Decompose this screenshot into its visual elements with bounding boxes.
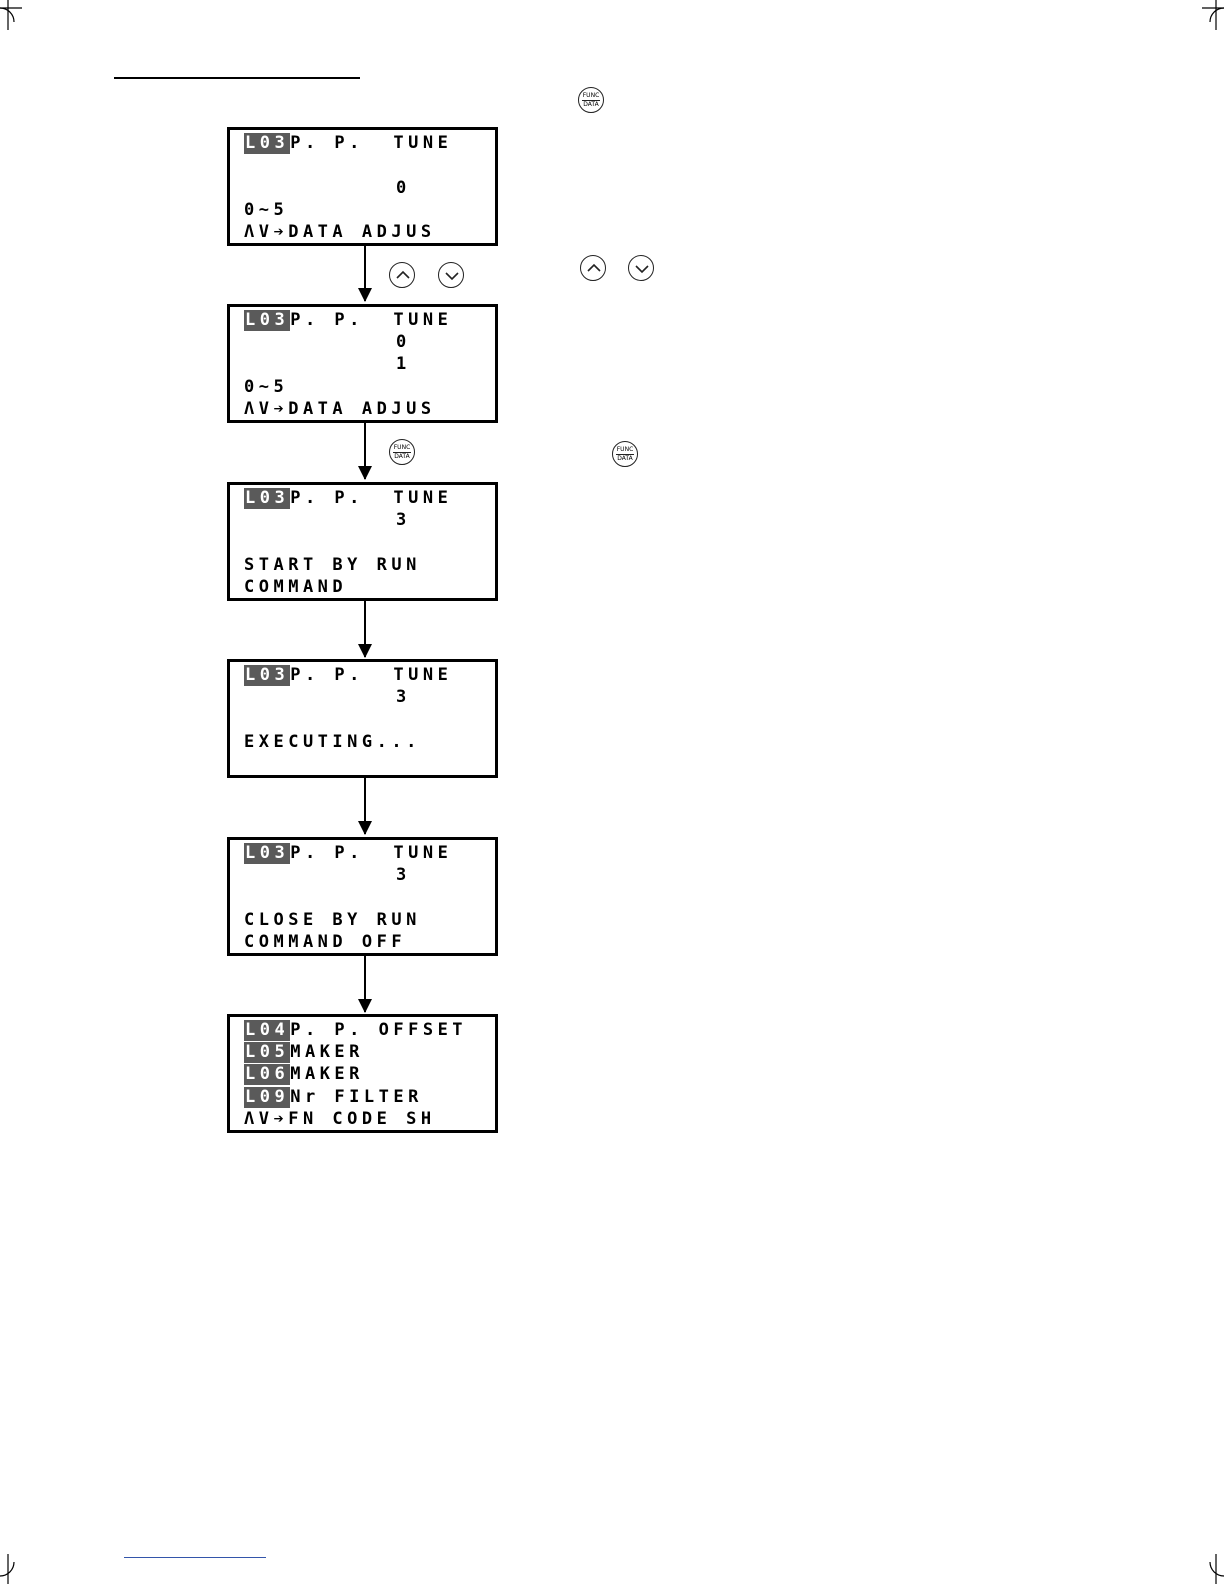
lcd-line: CLOSE BY RUN (244, 910, 421, 930)
func-data-key-icon: FUNC DATA (578, 87, 604, 113)
lcd-line: 0~5 (244, 200, 289, 220)
lcd-screen (227, 127, 498, 246)
lcd-line: EXECUTING... (244, 732, 421, 752)
lcd-value: 0 (396, 332, 411, 352)
down-key-icon (628, 255, 654, 281)
lcd-value: 1 (396, 354, 411, 374)
corner-mark-top-right (1194, 0, 1224, 30)
lcd-screen (227, 482, 498, 601)
down-key-icon (438, 262, 464, 288)
lcd-value: 3 (396, 510, 411, 530)
lcd-screen (227, 659, 498, 778)
lcd-value: 3 (396, 687, 411, 707)
lcd-line: L06MAKER (245, 1064, 364, 1084)
corner-mark-top-left (0, 0, 30, 30)
up-key-icon (580, 255, 606, 281)
footer-link-underline (124, 1557, 266, 1558)
lcd-line: L03P. P. TUNE (245, 310, 453, 330)
flow-arrow (364, 246, 366, 301)
function-code: L03 (245, 133, 290, 153)
lcd-line: L09Nr FILTER (245, 1087, 423, 1107)
function-code: L03 (245, 488, 290, 508)
lcd-line: ΛV➔DATA ADJUS (244, 399, 436, 419)
flow-arrow (364, 601, 366, 657)
lcd-screen (227, 837, 498, 956)
func-data-key-icon: FUNC DATA (612, 441, 638, 467)
flow-arrow (364, 956, 366, 1012)
lcd-line: L04P. P. OFFSET (245, 1020, 468, 1040)
function-code: L03 (245, 310, 290, 330)
flow-arrow (364, 423, 366, 479)
up-key-icon (389, 262, 415, 288)
lcd-line: L03P. P. TUNE (245, 843, 453, 863)
corner-mark-bottom-left (0, 1554, 30, 1584)
lcd-value: 0 (396, 178, 411, 198)
function-code: L05 (245, 1042, 290, 1062)
lcd-line: ΛV➔DATA ADJUS (244, 222, 436, 242)
lcd-line: L03P. P. TUNE (245, 488, 453, 508)
lcd-line: COMMAND OFF (244, 932, 407, 952)
function-code: L03 (245, 665, 290, 685)
function-code: L03 (245, 843, 290, 863)
lcd-line: L03P. P. TUNE (245, 665, 453, 685)
lcd-line: L05MAKER (245, 1042, 364, 1062)
lcd-value: 3 (396, 865, 411, 885)
lcd-line: ΛV➔FN CODE SH (244, 1109, 436, 1129)
lcd-screen (227, 1014, 498, 1133)
func-data-key-icon: FUNC DATA (389, 439, 415, 465)
lcd-line: START BY RUN (244, 555, 421, 575)
heading-underline (114, 77, 360, 79)
lcd-line: L03P. P. TUNE (245, 133, 453, 153)
function-code: L04 (245, 1020, 290, 1040)
lcd-line: COMMAND (244, 577, 348, 597)
function-code: L09 (245, 1087, 290, 1107)
lcd-line: 0~5 (244, 377, 289, 397)
lcd-screen (227, 304, 498, 423)
flow-arrow (364, 778, 366, 834)
corner-mark-bottom-right (1194, 1554, 1224, 1584)
function-code: L06 (245, 1064, 290, 1084)
